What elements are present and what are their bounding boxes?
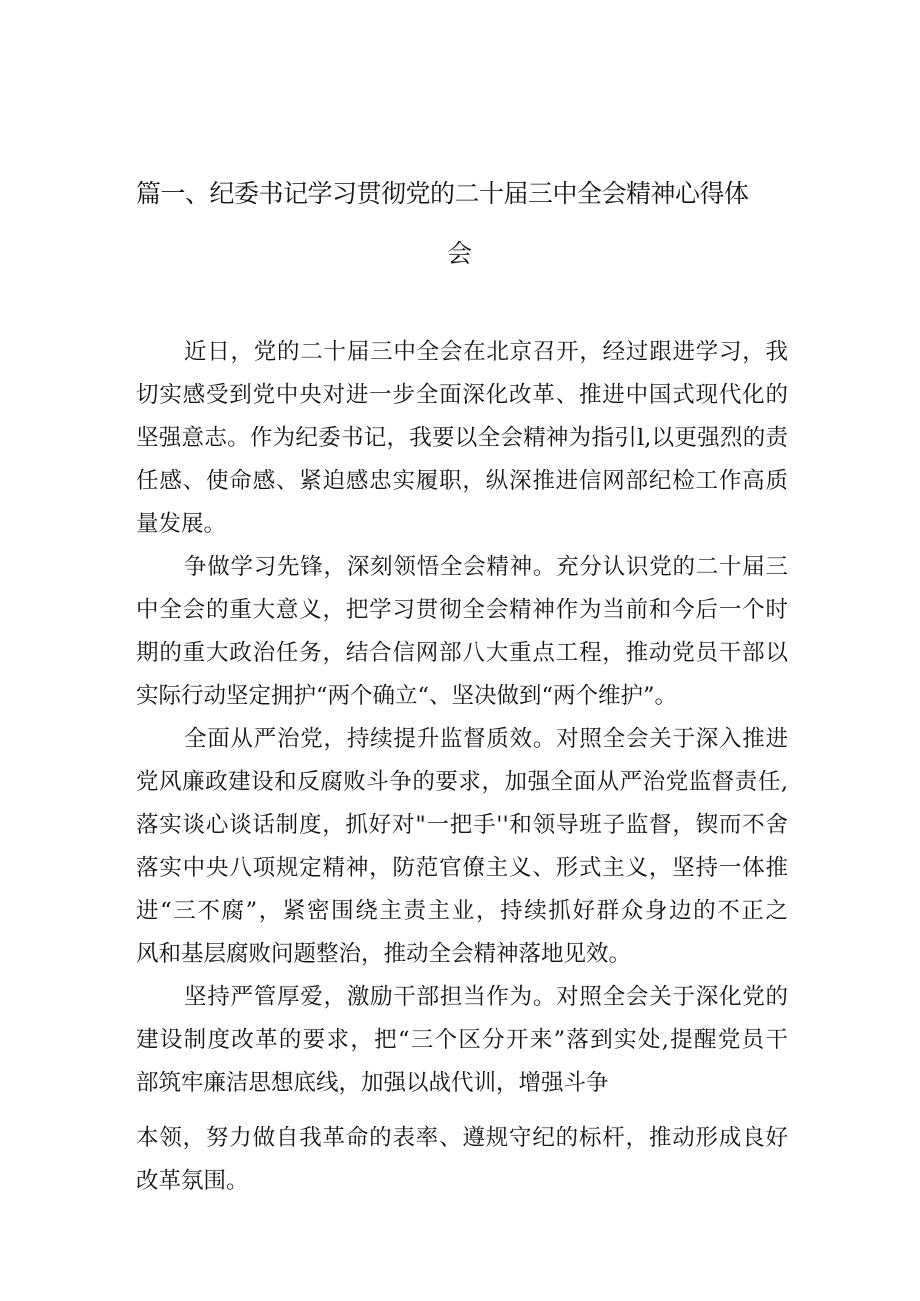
- paragraph-4-line-3: 部筑牢廉洁思想底线，加强以战代训，增强斗争: [136, 1070, 609, 1096]
- paragraph-4-line-4: 本领，努力做自我革命的表率、遵规守纪的标杆，推动形成良好: [136, 1125, 788, 1151]
- paragraph-2-line-4: 实际行动坚定拥护“两个确立“、坚决做到“两个维护”。: [136, 683, 678, 709]
- paragraph-1-line-2: 切实感受到党中央对进一步全面深化改革、推进中国式现代化的: [136, 382, 788, 408]
- paragraph-3-line-6: 风和基层腐败问题整治，推动全会精神落地见效。: [136, 941, 632, 967]
- paragraph-4-line-5: 改革氛围。: [136, 1168, 249, 1194]
- paragraph-1-line-5: 量发展。: [136, 511, 227, 537]
- paragraph-1-line-3: 坚强意志。作为纪委书记，我要以全会精神为指引l,以更强烈的责: [136, 425, 788, 451]
- paragraph-3-line-1: 全面从严治党，持续提升监督质效。对照全会关于深入推进: [184, 726, 788, 752]
- paragraph-2-line-1: 争做学习先锋，深刻领悟全会精神。充分认识党的二十届三: [184, 554, 788, 580]
- paragraph-3-line-3: 落实谈心谈话制度，抓好对"一把手''和领导班子监督，锲而不舍: [136, 812, 788, 838]
- paragraph-1-line-4: 任感、使命感、紧迫感忠实履职，纵深推进信网部纪检工作高质: [136, 468, 788, 494]
- paragraph-1-line-1: 近日，党的二十届三中全会在北京召开，经过跟进学习，我: [184, 339, 788, 365]
- paragraph-4-line-1: 坚持严管厚爱，激励干部担当作为。对照全会关于深化党的: [184, 984, 788, 1010]
- document-title-continuation: 会: [447, 239, 472, 268]
- document-title: 篇一、纪委书记学习贯彻党的二十届三中全会精神心得体: [136, 179, 749, 208]
- paragraph-3-line-5: 进“三不腐”，紧密围绕主责主业，持续抓好群众身边的不正之: [136, 898, 788, 924]
- paragraph-3-line-2: 党风廉政建设和反腐败斗争的要求，加强全面从严治党监督责任,: [136, 769, 788, 795]
- paragraph-2-line-2: 中全会的重大意义，把学习贯彻全会精神作为当前和今后一个时: [136, 597, 788, 623]
- paragraph-4-line-2: 建设制度改革的要求，把“三个区分开来”落到实处,提醒党员干: [136, 1027, 788, 1053]
- paragraph-2-line-3: 期的重大政治任务，结合信网部八大重点工程，推动党员干部以: [136, 640, 788, 666]
- paragraph-3-line-4: 落实中央八项规定精神，防范官僚主义、形式主义，坚持一体推: [136, 855, 788, 881]
